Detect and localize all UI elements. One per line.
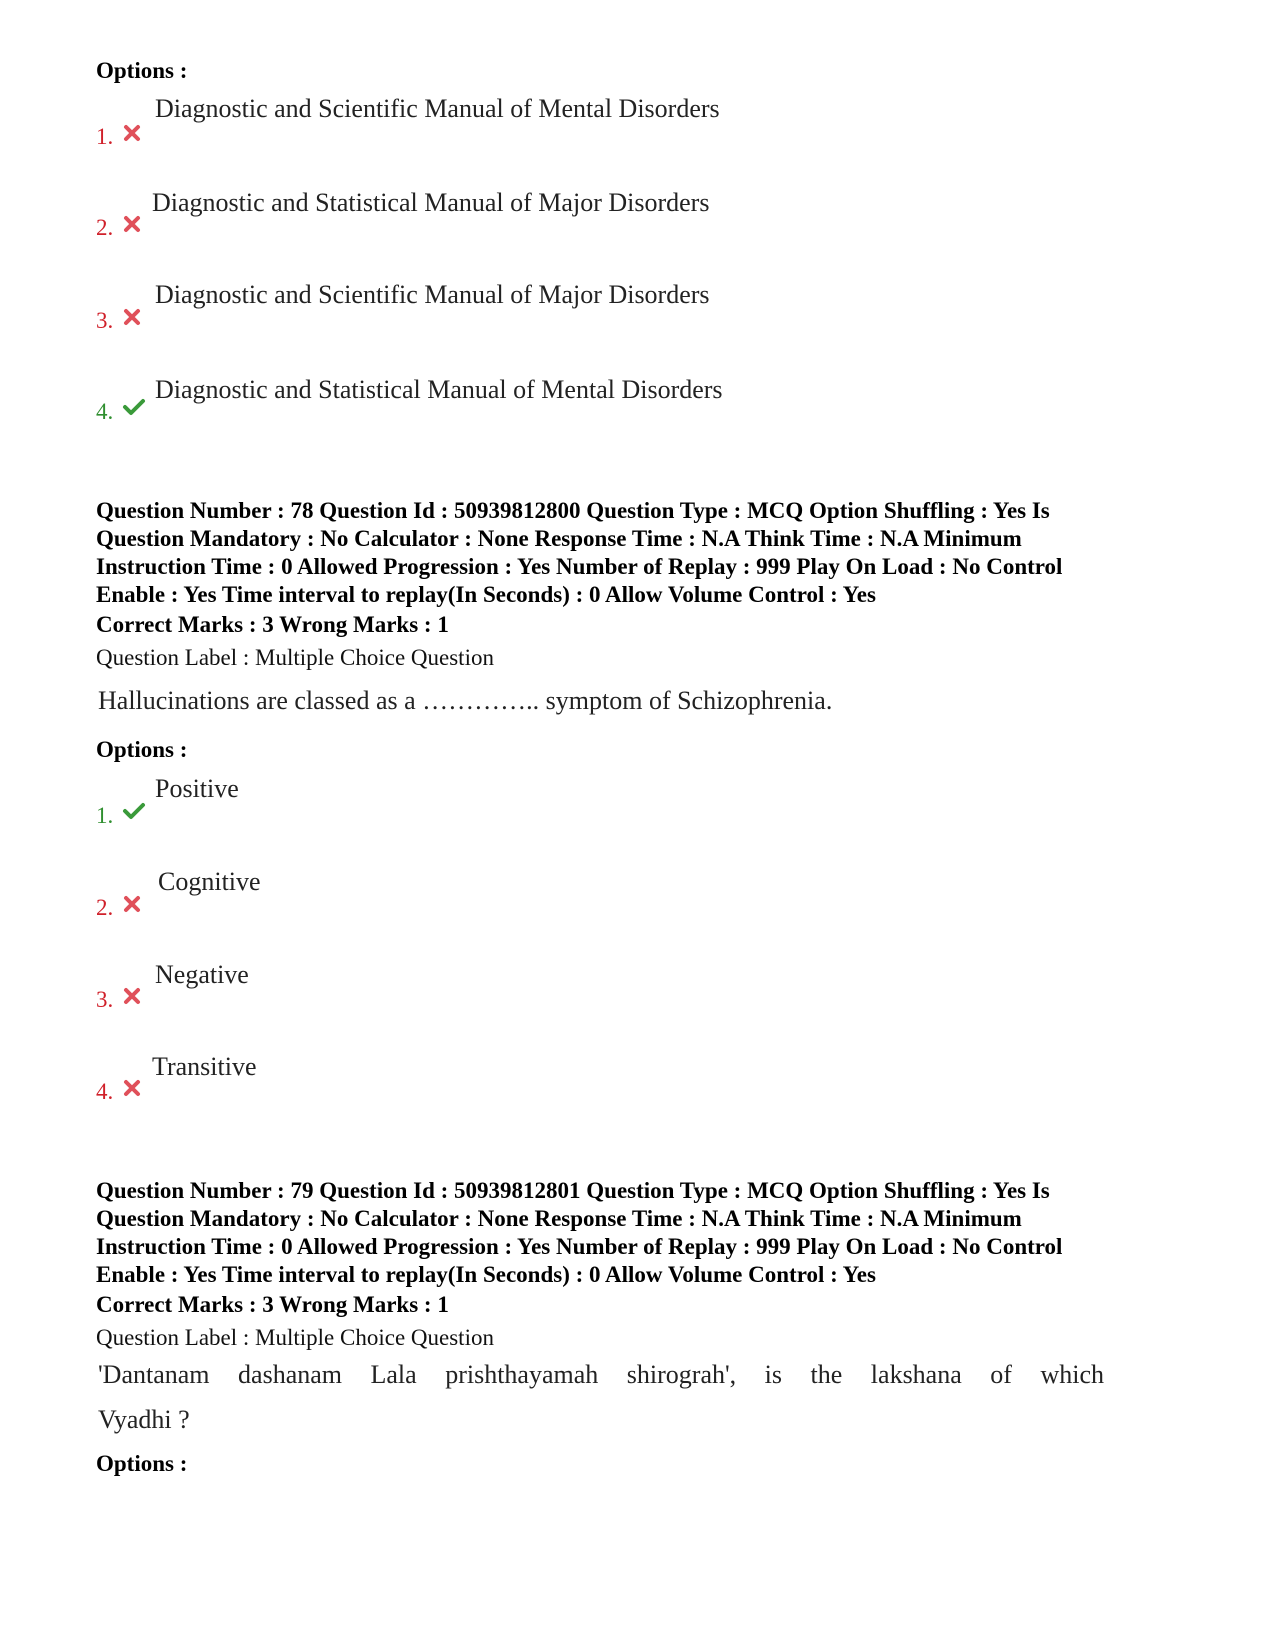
option-text: Transitive [152, 1052, 257, 1081]
option-number: 4. [96, 399, 114, 424]
question-meta: Question Number : 78 Question Id : 50939812800 Question Type : MCQ Option Shuffling : Yes Is Question Mandatory : No Calculator : None Response Time : N.A Think Time : N.A Minimum Instruction Time : 0 Allowed Progression : Yes Number of Replay : 999 Play On Load : No Control Enable : Yes Time interval to replay(In Seconds) : 0 Allow Volume Control : Yes [96, 498, 1063, 607]
option-text: Positive [155, 774, 239, 803]
question-label: Question Label : Multiple Choice Question [96, 1325, 494, 1350]
question-label: Question Label : Multiple Choice Question [96, 645, 494, 670]
option-number: 3. [96, 987, 114, 1012]
question-text-continued: Vyadhi ? [98, 1405, 190, 1434]
cross-icon [122, 1078, 142, 1098]
cross-icon [122, 894, 142, 914]
cross-icon [122, 214, 142, 234]
question-meta: Question Number : 79 Question Id : 50939812801 Question Type : MCQ Option Shuffling : Yes Is Question Mandatory : No Calculator : None Response Time : N.A Think Time : N.A Minimum Instruction Time : 0 Allowed Progression : Yes Number of Replay : 999 Play On Load : No Control Enable : Yes Time interval to replay(In Seconds) : 0 Allow Volume Control : Yes [96, 1178, 1063, 1287]
option-text: Cognitive [158, 867, 261, 896]
check-icon [122, 801, 146, 821]
cross-icon [122, 986, 142, 1006]
options-heading: Options : [96, 58, 188, 83]
option-number: 4. [96, 1079, 114, 1104]
option-number: 2. [96, 895, 114, 920]
cross-icon [122, 123, 142, 143]
option-number: 2. [96, 215, 114, 240]
question-text: Hallucinations are classed as a ………….. symptom of Schizophrenia. [98, 686, 833, 715]
option-text: Diagnostic and Statistical Manual of Major Disorders [152, 188, 710, 217]
marks-info: Correct Marks : 3 Wrong Marks : 1 [96, 1292, 449, 1317]
option-number: 3. [96, 308, 114, 333]
check-icon [122, 397, 146, 417]
option-text: Diagnostic and Scientific Manual of Major Disorders [155, 280, 710, 309]
cross-icon [122, 307, 142, 327]
options-heading: Options : [96, 1451, 188, 1476]
option-number: 1. [96, 803, 114, 828]
option-text: Diagnostic and Scientific Manual of Mental Disorders [155, 94, 720, 123]
marks-info: Correct Marks : 3 Wrong Marks : 1 [96, 612, 449, 637]
option-text: Diagnostic and Statistical Manual of Mental Disorders [155, 375, 723, 404]
question-text: 'Dantanam dashanam Lala prishthayamah shirograh', is the lakshana of which [98, 1360, 1104, 1389]
options-heading: Options : [96, 737, 188, 762]
option-text: Negative [155, 960, 249, 989]
option-number: 1. [96, 124, 114, 149]
